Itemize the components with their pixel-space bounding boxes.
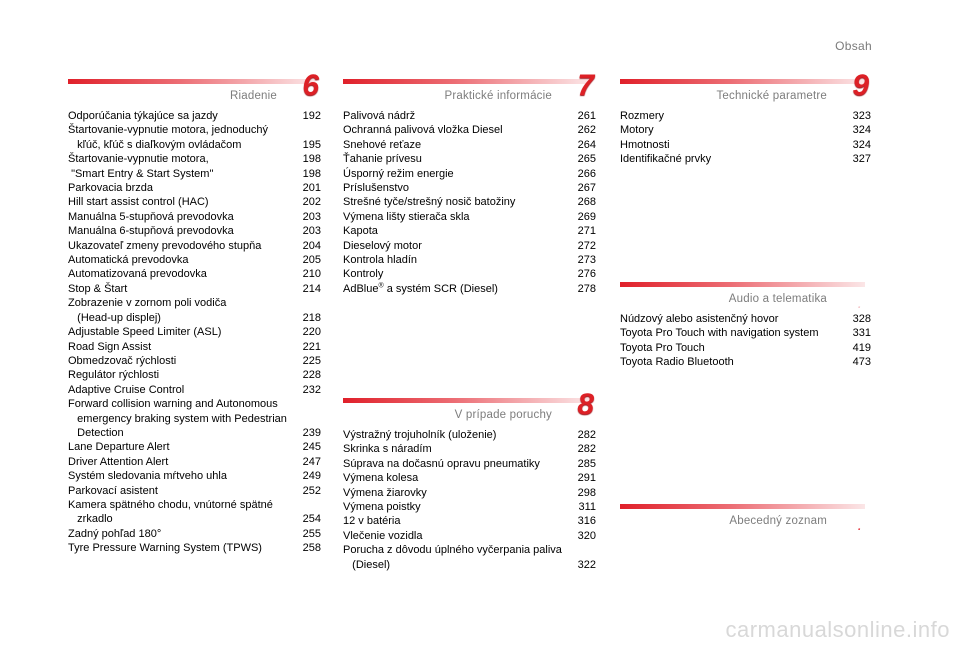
entry-page-number: 232: [302, 383, 321, 396]
entry-title: Hmotnosti: [620, 138, 670, 151]
entry-title: Systém sledovania mŕtveho uhla: [68, 470, 227, 483]
entry-page-number: 220: [302, 326, 321, 339]
toc-entry[interactable]: [343, 486, 596, 500]
entry-page-number: 252: [302, 484, 321, 497]
entry-page-number: 291: [577, 472, 596, 485]
toc-entry[interactable]: [343, 267, 596, 281]
toc-entry[interactable]: [343, 442, 596, 456]
toc-entry[interactable]: [68, 195, 321, 209]
toc-entry[interactable]: [620, 138, 871, 152]
toc-entry[interactable]: [68, 440, 321, 454]
entry-title: Výstražný trojuholník (uloženie): [343, 429, 497, 441]
toc-entry[interactable]: [68, 253, 321, 267]
entry-title: Výmena kolesa: [343, 472, 419, 485]
entry-title-part: a systém SCR (Diesel): [383, 282, 498, 295]
section-bar: [620, 79, 865, 84]
toc-entry[interactable]: [68, 397, 321, 440]
toc-entry[interactable]: [68, 267, 321, 281]
entry-page-number: 201: [302, 182, 321, 195]
entry-title: Rozmery: [620, 110, 665, 122]
entry-title: Štartovanie-vypnutie motora,: [68, 153, 209, 166]
toc-entry[interactable]: [343, 152, 596, 166]
entry-title: [343, 282, 564, 296]
toc-list: [620, 109, 871, 167]
toc-entry[interactable]: [68, 340, 321, 354]
entry-title: Strešné tyče/strešný nosič batožiny: [343, 196, 516, 209]
entry-title: Výmena lišty stierača skla: [343, 210, 470, 223]
toc-entry[interactable]: [68, 296, 321, 325]
section-technicke: [620, 69, 871, 167]
entry-title: Kapota: [343, 225, 378, 238]
toc-entry[interactable]: [343, 224, 596, 238]
entry-page-number: 272: [577, 239, 596, 252]
entry-page-number: 264: [577, 138, 596, 151]
entry-page-number: 210: [302, 268, 321, 281]
entry-title: Adaptive Cruise Control: [68, 383, 185, 396]
entry-page-number: 473: [852, 356, 871, 369]
section-title: V prípade poruchy: [454, 409, 552, 421]
entry-title: Identifikačné prvky: [620, 153, 712, 166]
entry-title: Štartovanie-vypnutie motora, jednoduchý kľúč, kľúč s diaľkovým ovládačom: [68, 124, 268, 151]
entry-page-number: 218: [302, 311, 321, 324]
toc-entry[interactable]: [68, 210, 321, 224]
section-header: [343, 388, 596, 421]
entry-page-number: 419: [852, 341, 871, 354]
entry-page-number: 327: [852, 153, 871, 166]
entry-title: Hill start assist control (HAC): [68, 196, 209, 209]
entry-page-number: 204: [302, 239, 321, 252]
entry-title: Obmedzovač rýchlosti: [68, 354, 177, 367]
toc-entry[interactable]: [343, 529, 596, 543]
toc-entry[interactable]: [343, 167, 596, 181]
entry-page-number: 265: [577, 153, 596, 166]
entry-page-number: 267: [577, 182, 596, 195]
toc-entry[interactable]: [68, 484, 321, 498]
entry-title: Motory: [620, 124, 654, 137]
toc-entry[interactable]: [343, 138, 596, 152]
toc-entry[interactable]: [68, 527, 321, 541]
entry-title: Výmena poistky: [343, 501, 421, 514]
entry-page-number: 225: [302, 354, 321, 367]
entry-page-number: 322: [577, 558, 596, 571]
entry-page-number: 203: [302, 225, 321, 238]
toc-entry[interactable]: [68, 455, 321, 469]
section-number-badge: 8: [577, 388, 594, 421]
entry-title: Úsporný režim energie: [343, 167, 454, 180]
section-number-badge: 7: [577, 69, 594, 102]
section-number-badge: .: [857, 299, 861, 311]
entry-page-number: 282: [577, 443, 596, 456]
entry-page-number: 221: [302, 340, 321, 353]
toc-entry[interactable]: [68, 383, 321, 397]
toc-entry[interactable]: [343, 195, 596, 209]
entry-page-number: 247: [302, 455, 321, 468]
entry-title: Automatizovaná prevodovka: [68, 268, 207, 281]
toc-entry[interactable]: [343, 282, 596, 296]
entry-page-number: 271: [577, 225, 596, 238]
toc-list: [68, 109, 321, 556]
entry-title: Palivová nádrž: [343, 110, 416, 122]
toc-entry[interactable]: [68, 109, 321, 123]
page-label: Obsah: [835, 39, 872, 53]
entry-title: Výmena žiarovky: [343, 486, 427, 499]
entry-title: Parkovací asistent: [68, 484, 158, 497]
toc-entry[interactable]: [68, 325, 321, 339]
entry-page-number: 311: [578, 501, 596, 514]
section-title: Abecedný zoznam: [729, 515, 827, 527]
entry-title: Skrinka s náradím: [343, 443, 432, 456]
entry-page-number: 203: [302, 210, 321, 223]
toc-entry[interactable]: [68, 239, 321, 253]
entry-page-number: 254: [302, 513, 321, 526]
toc-entry[interactable]: [620, 123, 871, 137]
section-bar: [343, 398, 590, 403]
entry-title: Automatická prevodovka: [68, 254, 189, 267]
entry-page-number: 320: [577, 529, 596, 542]
toc-entry[interactable]: [343, 428, 596, 442]
entry-title: Manuálna 6-stupňová prevodovka: [68, 225, 234, 238]
entry-title: Súprava na dočasnú opravu pneumatiky: [343, 457, 540, 470]
entry-title: Odporúčania týkajúce sa jazdy: [68, 110, 218, 122]
entry-title: Núdzový alebo asistenčný hovor: [620, 313, 779, 325]
entry-page-number: 316: [577, 515, 596, 528]
entry-page-number: 278: [577, 282, 596, 295]
entry-title: Manuálna 5-stupňová prevodovka: [68, 210, 234, 223]
toc-entry[interactable]: [68, 123, 321, 152]
toc-entry[interactable]: [343, 514, 596, 528]
section-title: Audio a telematika: [728, 293, 827, 305]
section-title: Technické parametre: [716, 90, 827, 102]
entry-page-number: 205: [302, 254, 321, 267]
toc-list: [343, 428, 596, 572]
entry-title: Porucha z dôvodu úplného vyčerpania paliva (Diesel): [343, 544, 562, 571]
entry-title: Toyota Pro Touch: [620, 341, 705, 354]
toc-entry[interactable]: [343, 109, 596, 123]
section-bar: [620, 282, 865, 287]
entry-page-number: 328: [852, 313, 871, 325]
entry-page-number: 285: [577, 457, 596, 470]
section-header: [620, 69, 871, 102]
entry-title: Regulátor rýchlosti: [68, 369, 160, 382]
toc-entry[interactable]: [68, 498, 321, 527]
toc-list: [620, 312, 871, 370]
entry-title: Road Sign Assist: [68, 340, 152, 353]
section-title: Riadenie: [230, 90, 277, 102]
entry-title: Forward collision warning and Autonomous emergency braking system with Pedestrian Detection: [68, 398, 287, 439]
entry-page-number: 198: [302, 167, 321, 180]
entry-page-number: 324: [852, 124, 871, 137]
toc-entry[interactable]: [343, 457, 596, 471]
entry-page-number: 239: [302, 426, 321, 439]
toc-entry[interactable]: [68, 181, 321, 195]
section-number-badge: .: [857, 521, 861, 533]
toc-entry[interactable]: [620, 355, 871, 369]
registered-mark: ®: [378, 282, 384, 290]
section-header: [343, 69, 596, 102]
entry-title: Adjustable Speed Limiter (ASL): [68, 326, 222, 339]
toc-entry[interactable]: [68, 368, 321, 382]
entry-page-number: 266: [577, 167, 596, 180]
toc-entry[interactable]: [68, 152, 321, 166]
toc-entry[interactable]: [620, 152, 871, 166]
entry-title: Vlečenie vozidla: [343, 529, 423, 542]
section-bar: [620, 504, 865, 509]
entry-title: Kontrola hladín: [343, 254, 417, 267]
entry-page-number: 298: [577, 486, 596, 499]
entry-title: "Smart Entry & Start System": [68, 167, 214, 180]
toc-entry[interactable]: [343, 543, 596, 572]
toc-entry[interactable]: [68, 282, 321, 296]
entry-page-number: 331: [852, 327, 871, 340]
toc-entry[interactable]: [620, 341, 871, 355]
section-number-badge: 6: [302, 69, 319, 102]
entry-title: Príslušenstvo: [343, 182, 410, 195]
section-number-badge: 9: [852, 69, 869, 102]
entry-page-number: 261: [577, 110, 596, 122]
entry-page-number: 245: [302, 441, 321, 454]
section-header: [68, 69, 321, 102]
entry-page-number: 262: [577, 124, 596, 137]
toc-entry[interactable]: [343, 210, 596, 224]
entry-page-number: 273: [577, 254, 596, 267]
entry-title: Snehové reťaze: [343, 138, 422, 151]
entry-title: Zadný pohľad 180°: [68, 527, 162, 540]
section-abecedny: [620, 504, 871, 533]
entry-title: Ochranná palivová vložka Diesel: [343, 124, 503, 137]
toc-entry[interactable]: [343, 181, 596, 195]
entry-title: Kamera spätného chodu, vnútorné spätné zrkadlo: [68, 498, 273, 526]
entry-page-number: 269: [577, 210, 596, 223]
entry-page-number: 276: [577, 268, 596, 281]
toc-entry[interactable]: [68, 469, 321, 483]
entry-page-number: 258: [302, 542, 321, 555]
entry-page-number: 268: [577, 196, 596, 209]
entry-title: Toyota Pro Touch with navigation system: [620, 327, 819, 340]
entry-page-number: 255: [302, 527, 321, 540]
section-riadenie: [68, 69, 321, 556]
entry-title: Ťahanie prívesu: [343, 153, 422, 166]
entry-title: Driver Attention Alert: [68, 455, 169, 468]
entry-title: Tyre Pressure Warning System (TPWS): [68, 542, 262, 555]
entry-title: Lane Departure Alert: [68, 441, 170, 454]
section-audio: [620, 282, 871, 370]
toc-entry[interactable]: [343, 253, 596, 267]
toc-entry[interactable]: [343, 471, 596, 485]
entry-page-number: 249: [302, 470, 321, 483]
toc-entry[interactable]: [343, 239, 596, 253]
section-header: [620, 504, 871, 533]
entry-page-number: 202: [302, 196, 321, 209]
section-bar: [68, 79, 315, 84]
entry-page-number: 198: [302, 153, 321, 166]
toc-entry[interactable]: [620, 109, 871, 123]
entry-title: Kontroly: [343, 268, 384, 281]
entry-title: Toyota Radio Bluetooth: [620, 356, 734, 369]
toc-entry[interactable]: [68, 224, 321, 238]
section-prakticke: [343, 69, 596, 296]
entry-title: Stop & Štart: [68, 282, 128, 295]
section-title: Praktické informácie: [444, 90, 552, 102]
toc-entry[interactable]: [68, 541, 321, 555]
entry-page-number: 282: [577, 429, 596, 441]
entry-title: 12 v batéria: [343, 515, 401, 528]
section-bar: [343, 79, 590, 84]
watermark: carmanualsonline.info: [725, 617, 950, 642]
toc-entry[interactable]: [68, 167, 321, 181]
entry-title: Dieselový motor: [343, 239, 422, 252]
section-poruchy: [343, 388, 596, 572]
entry-page-number: 192: [302, 110, 321, 122]
entry-title-part: AdBlue: [343, 282, 379, 295]
entry-page-number: 195: [302, 138, 321, 151]
entry-title: Ukazovateľ zmeny prevodového stupňa: [68, 239, 262, 252]
entry-title: Parkovacia brzda: [68, 182, 153, 195]
section-header: [620, 282, 871, 311]
toc-entry[interactable]: [343, 123, 596, 137]
toc-list: [343, 109, 596, 296]
toc-entry[interactable]: [68, 354, 321, 368]
toc-entry[interactable]: [620, 312, 871, 326]
entry-page-number: 323: [852, 110, 871, 122]
entry-page-number: 324: [852, 138, 871, 151]
toc-entry[interactable]: [620, 326, 871, 340]
entry-page-number: 214: [302, 282, 321, 295]
toc-entry[interactable]: [343, 500, 596, 514]
entry-title: Zobrazenie v zornom poli vodiča (Head-up displej): [68, 297, 227, 324]
entry-page-number: 228: [302, 369, 321, 382]
